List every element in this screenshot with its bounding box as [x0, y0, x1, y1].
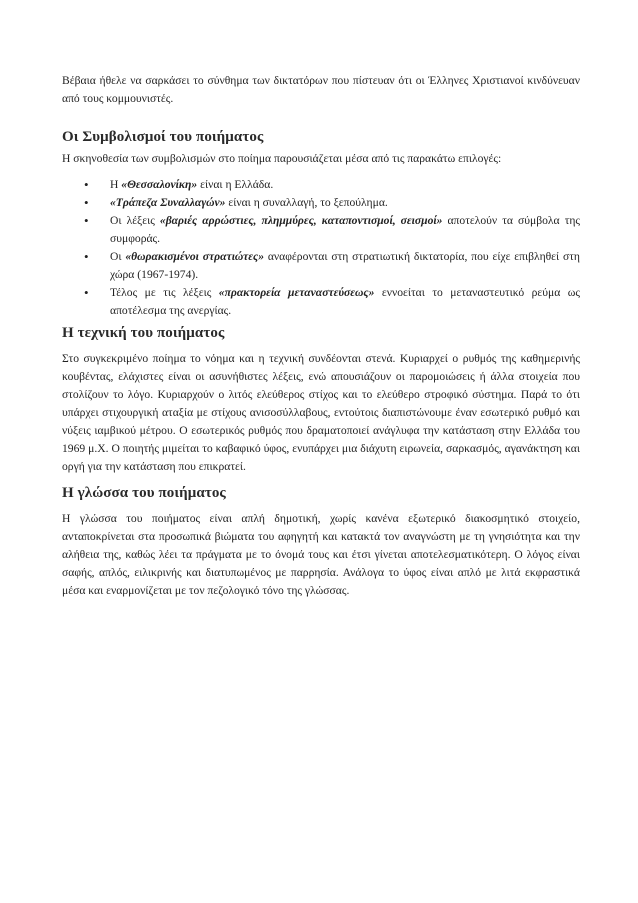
intro-paragraph: Βέβαια ήθελε να σαρκάσει το σύνθημα των δικτατόρων που πίστευαν ότι οι Έλληνες Χριστιανοί κινδύνευαν από τους κομμουνιστές. — [62, 74, 580, 105]
list-item-suffix: αναφέρονται στη στρατιωτική δικτατορία, που είχε επιβληθεί στη χώρα (1967-1974). — [110, 250, 580, 281]
list-item-prefix: Τέλος με τις λέξεις — [110, 286, 219, 299]
list-item-prefix: Η — [110, 178, 122, 191]
list-item — [80, 194, 580, 212]
language-paragraph: Η γλώσσα του ποιήματος είναι απλή δημοτική, χωρίς κανένα εξωτερικό διακοσμητικό στοιχείο, ανταποκρίνεται στα προσωπικά βιώματα του αφηγητή και κατακτά τον αναγνώστη με τη γνησιότητα και την αλήθεια της, καθώς λέει τα πράγματα με το όνομά τους και έτσι γίνεται αποτελεσματικότερη. Ο λόγος είναι σαφής, απλός, ειλικρινής και διατυπωμένος με παρρησία. Ανάλογα το ύφος είναι απλό με λιτά εκφραστικά μέσα και εναρμονίζεται με τον πεζολογικό τόνο της γλώσσας. — [62, 512, 580, 597]
list-item — [80, 248, 580, 284]
list-item — [80, 176, 580, 194]
section-title-technique: Η τεχνική του ποιήματος — [62, 325, 225, 341]
list-item-emphasis: «βαριές αρρώστιες, πλημμύρες, καταποντισμοί, σεισμοί» — [159, 214, 443, 227]
list-item-suffix: είναι η συναλλαγή, το ξεπούλημα. — [225, 196, 388, 209]
list-item-emphasis: «θωρακισμένοι στρατιώτες» — [125, 250, 264, 263]
section-title-language: Η γλώσσα του ποιήματος — [62, 485, 226, 501]
list-item-prefix: Οι — [110, 250, 126, 263]
list-item-suffix: είναι η Ελλάδα. — [197, 178, 274, 191]
document-page — [62, 72, 580, 600]
list-item-suffix: εννοείται το μεταναστευτικό ρεύμα ως αποτέλεσμα της ανεργίας. — [110, 286, 580, 317]
section-title-symbolisms: Οι Συμβολισμοί του ποιήματος — [62, 129, 264, 145]
list-item-emphasis: «Θεσσαλονίκη» — [121, 178, 198, 191]
list-item-suffix: αποτελούν τα σύμβολα της συμφοράς. — [110, 214, 581, 245]
list-item-emphasis: «Τράπεζα Συναλλαγών» — [110, 196, 226, 209]
symbolisms-list — [62, 176, 580, 320]
list-item — [80, 212, 580, 248]
technique-paragraph: Στο συγκεκριμένο ποίημα το νόημα και η τεχνική συνδέονται στενά. Κυριαρχεί ο ρυθμός της καθημερινής κουβέντας, ελάχιστες είναι οι ασυνήθιστες λέξεις, ενώ απουσιάζουν οι παρομοιώσεις ή άλλα στοιχεία που στολίζουν το λόγο. Κυριαρχούν ο λιτός ελεύθερος στίχος και το ελεύθερο στροφικό σύστημα. Παρά το ότι υπάρχει στιχουργική αταξία με στίχους ανισοσύλλαβους, εντούτοις διαπιστώνουμε έναν εσωτερικό ρυθμό και νύξεις ιαμβικού μέτρου. Ο εσωτερικός ρυθμός που δραματοποιεί ανάγλυφα την κατάσταση στην Ελλάδα του 1969 μ.Χ. Ο ποιητής μιμείται το καβαφικό ύφος, ενυπάρχει μια διάχυτη ειρωνεία, σαρκασμός, αγανάκτηση και οργή για την κατάσταση που επικρατεί. — [62, 352, 580, 473]
list-item-emphasis: «πρακτορεία μεταναστεύσεως» — [218, 286, 375, 299]
list-item-prefix: Οι λέξεις — [110, 214, 160, 227]
list-item — [80, 284, 580, 320]
section-lead-symbolisms: Η σκηνοθεσία των συμβολισμών στο ποίημα παρουσιάζεται μέσα από τις παρακάτω επιλογές: — [62, 152, 502, 165]
